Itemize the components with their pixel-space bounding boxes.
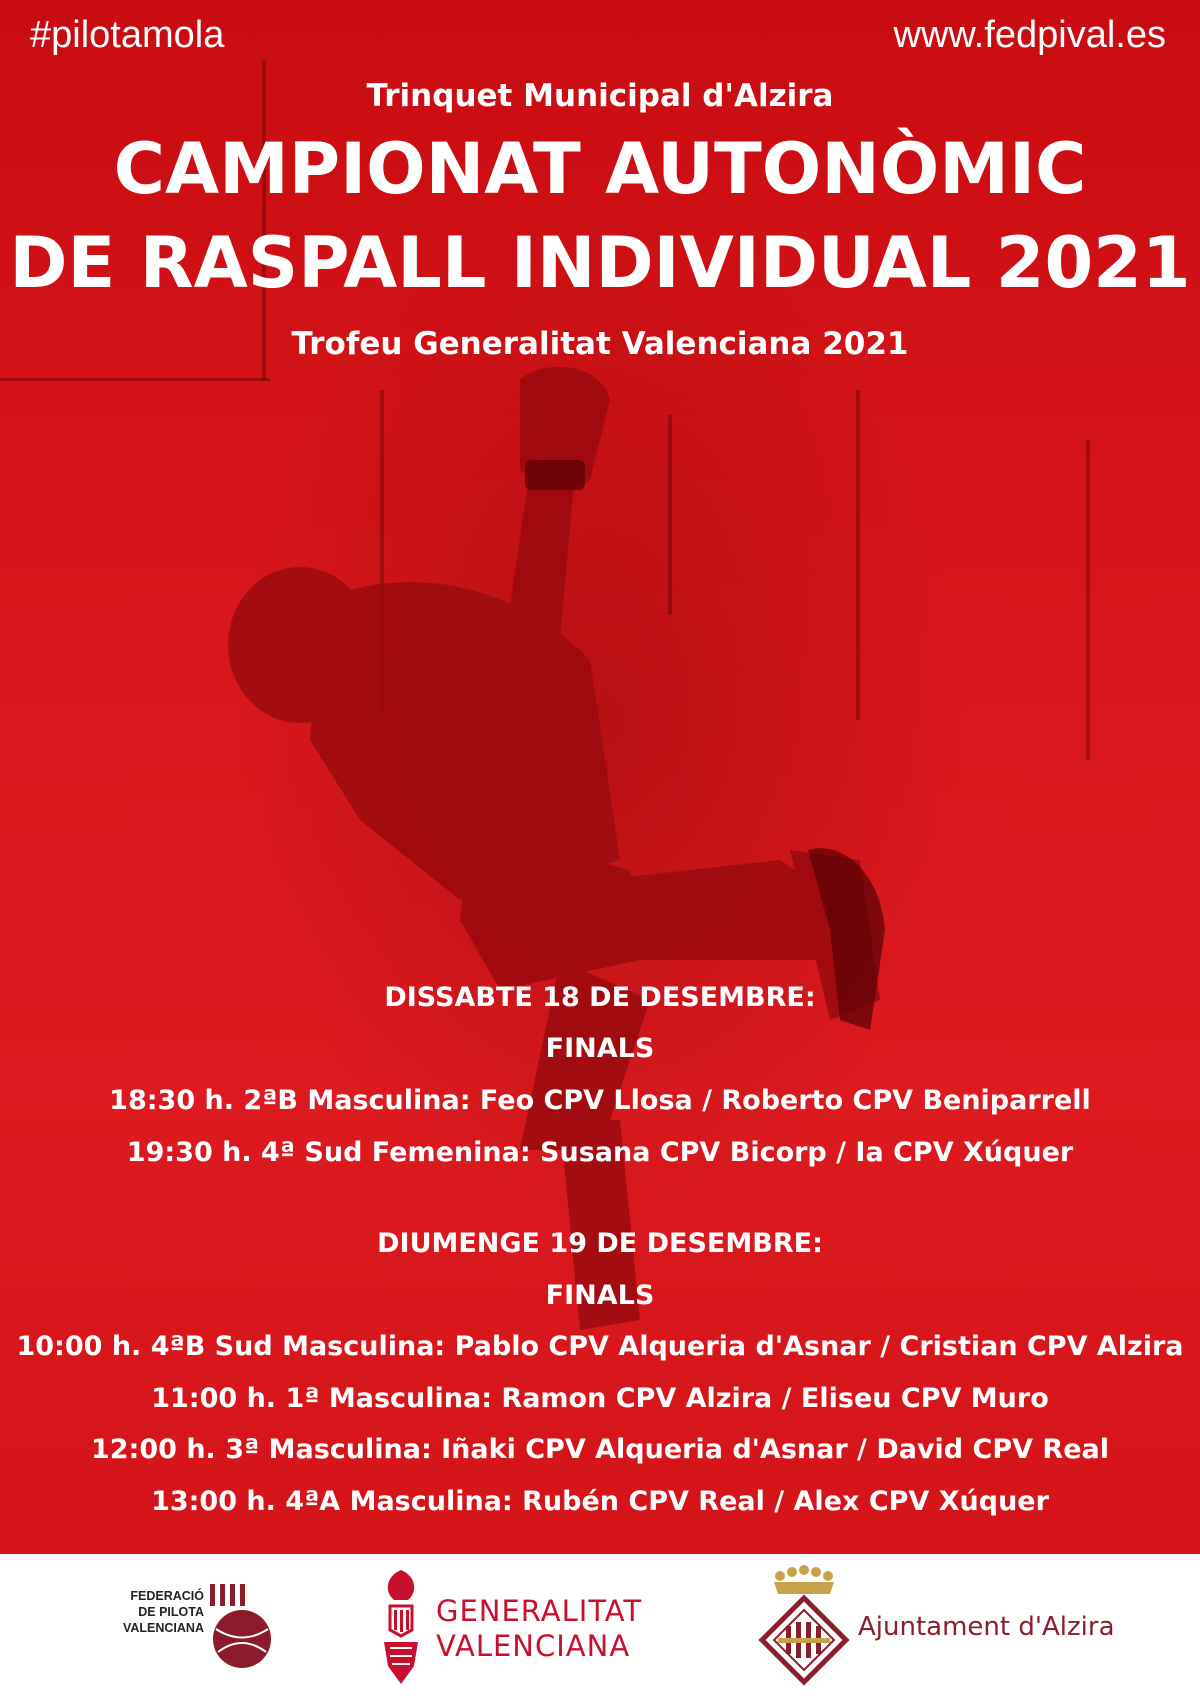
ajuntament-logo [750, 1554, 1170, 1698]
round-label: FINALS [545, 1033, 655, 1064]
website-url[interactable]: www.fedpival.es [893, 14, 1166, 56]
match-line: 11:00 h. 1ª Masculina: Ramon CPV Alzira / Eliseu CPV Muro [151, 1383, 1049, 1414]
generalitat-label: GENERALITAT VALENCIANA [436, 1594, 643, 1663]
title-line-2: DE RASPALL INDIVIDUAL 2021 [9, 222, 1191, 304]
round-label: FINALS [545, 1280, 655, 1311]
match-line: 13:00 h. 4ªA Masculina: Rubén CPV Real / Alex CPV Xúquer [151, 1486, 1049, 1517]
title-line-1: CAMPIONAT AUTONÒMIC [113, 128, 1087, 210]
alzira-crest-icon [756, 1564, 852, 1690]
generalitat-crest-icon [376, 1566, 426, 1688]
match-line: 18:30 h. 2ªB Masculina: Feo CPV Llosa / Roberto CPV Beniparrell [109, 1085, 1091, 1116]
day-heading-saturday: DISSABTE 18 DE DESEMBRE: [384, 982, 816, 1013]
federacio-logo [0, 1554, 300, 1698]
generalitat-logo [370, 1554, 670, 1698]
pilota-ball-icon [208, 1584, 278, 1672]
match-line: 19:30 h. 4ª Sud Femenina: Susana CPV Bicorp / Ia CPV Xúquer [126, 1137, 1074, 1168]
sponsor-footer [0, 1554, 1200, 1698]
federacio-label: FEDERACIÓ DE PILOTA VALENCIANA [122, 1589, 204, 1635]
venue: Trinquet Municipal d'Alzira [366, 78, 834, 114]
hashtag: #pilotamola [30, 14, 225, 56]
match-line: 10:00 h. 4ªB Sud Masculina: Pablo CPV Alqueria d'Asnar / Cristian CPV Alzira [16, 1331, 1184, 1362]
subtitle: Trofeu Generalitat Valenciana 2021 [291, 326, 909, 362]
match-line: 12:00 h. 3ª Masculina: Iñaki CPV Alqueria d'Asnar / David CPV Real [90, 1434, 1110, 1465]
ajuntament-label: Ajuntament d'Alzira [858, 1612, 1115, 1642]
day-heading-sunday: DIUMENGE 19 DE DESEMBRE: [377, 1228, 823, 1259]
